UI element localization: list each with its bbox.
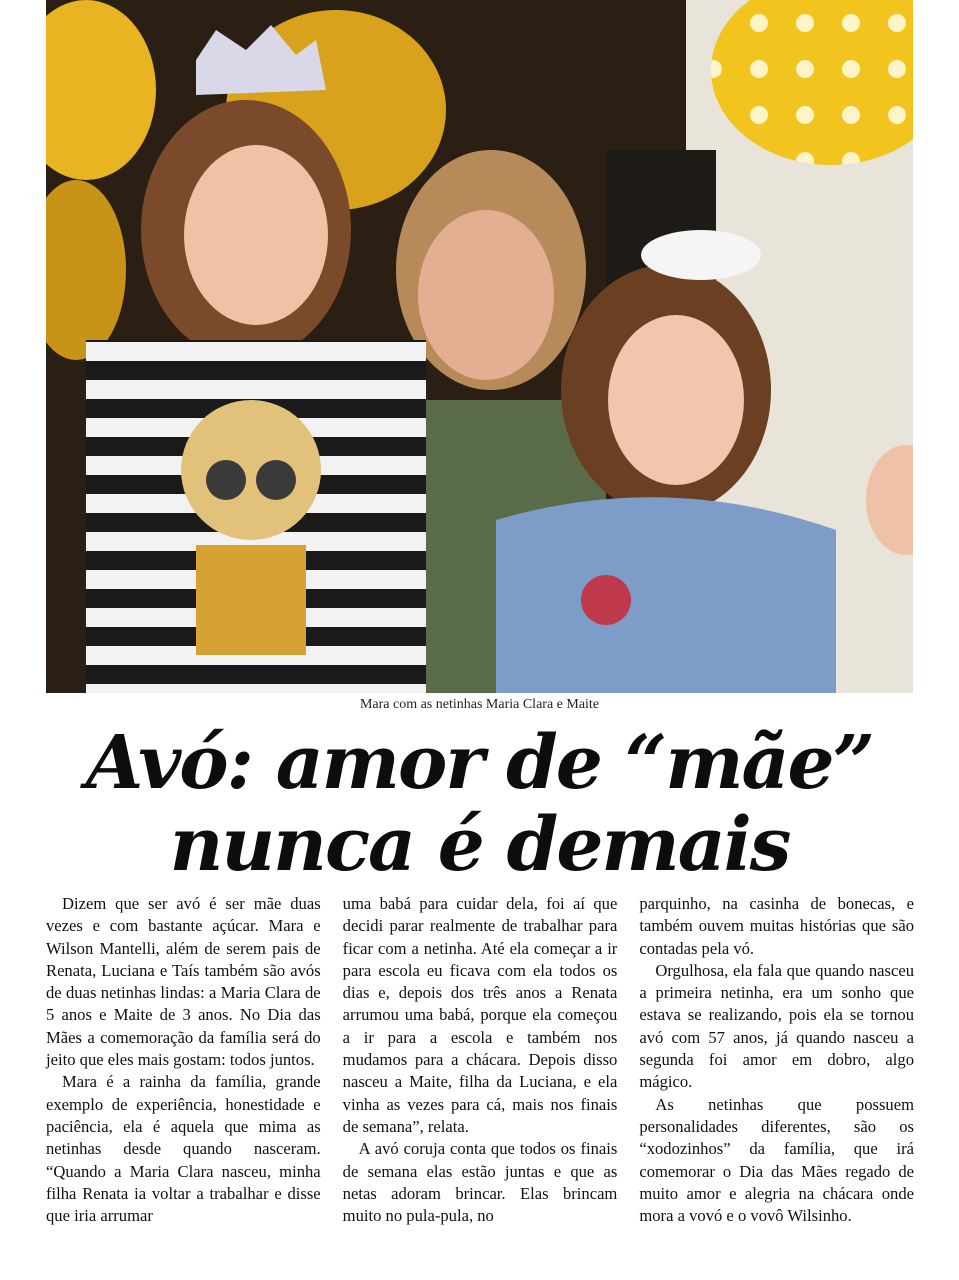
left-girl-face xyxy=(184,145,328,325)
family-photo xyxy=(46,0,913,693)
article-body xyxy=(46,893,914,1238)
grandmother-face xyxy=(418,210,554,380)
headline-line-1: Avó: amor de “mãe” xyxy=(85,720,874,806)
article-column-1 xyxy=(46,893,321,1238)
denim-dress xyxy=(496,497,836,693)
paragraph: Mara é a rainha da família, grande exemplo de experiência, honestidade e paciência, ela é aquela que mima as netinhas desde quando nasceram. “Quando a Maria Clara nasceu, minha filha Renata ia voltar a trabalhar e disse que iria arrumar xyxy=(46,1072,321,1226)
right-girl-face xyxy=(608,315,744,485)
paragraph: uma babá para cuidar dela, foi aí que decidi parar realmente de trabalhar para ficar com a netinha. Até ela começar a ir para escola eu ficava com ela todos os dias e, depois dos três anos a Renata arrumou uma babá, porque ela começou a ir para a escola e também nos mudamos para a chácara. Depois disso nasceu a Maite, filha da Luciana, e ela vinha as vezes para cá, mais nos finais de semana”, relata. xyxy=(342,894,618,1136)
photo-caption: Mara com as netinhas Maria Clara e Maite xyxy=(359,697,600,712)
paragraph: Orgulhosa, ela fala que quando nasceu a primeira netinha, era um sonho que estava se realizando, pois ela se tornou avó com 57 anos, já quando nasceu a segunda foi amor em dobro, algo mágico. xyxy=(639,960,915,1092)
hair-bow xyxy=(641,230,761,280)
paragraph: parquinho, na casinha de bonecas, e também ouvem muitas histórias que são contadas pela vó. xyxy=(639,894,915,958)
headline-line-2: nunca é demais xyxy=(169,802,790,888)
article-column-3 xyxy=(639,893,914,1238)
paragraph: As netinhas que possuem personalidades diferentes, são os “xodozinhos” da família, que irá comemorar o Dia das Mães regado de muito amor e alegria na chácara onde mora a vovó e o vovô Wilsinho. xyxy=(639,1094,915,1226)
headline xyxy=(0,722,959,886)
paragraph: A avó coruja conta que todos os finais de semana elas estão juntas e que as netas adoram brincar. Elas brincam muito no pula-pula, no xyxy=(342,1139,618,1226)
paragraph: Dizem que ser avó é ser mãe duas vezes e com bastante açúcar. Mara e Wilson Mantelli, além de serem pais de Renata, Luciana e Taís também são avós de duas netinhas lindas: a Maria Clara de 5 anos e Maite de 3 anos. No Dia das Mães a comemoração da família será do jeito que eles mais gostam: todos juntos. xyxy=(46,894,321,1070)
family-photo-illustration xyxy=(46,0,913,693)
article-column-2 xyxy=(343,893,618,1238)
